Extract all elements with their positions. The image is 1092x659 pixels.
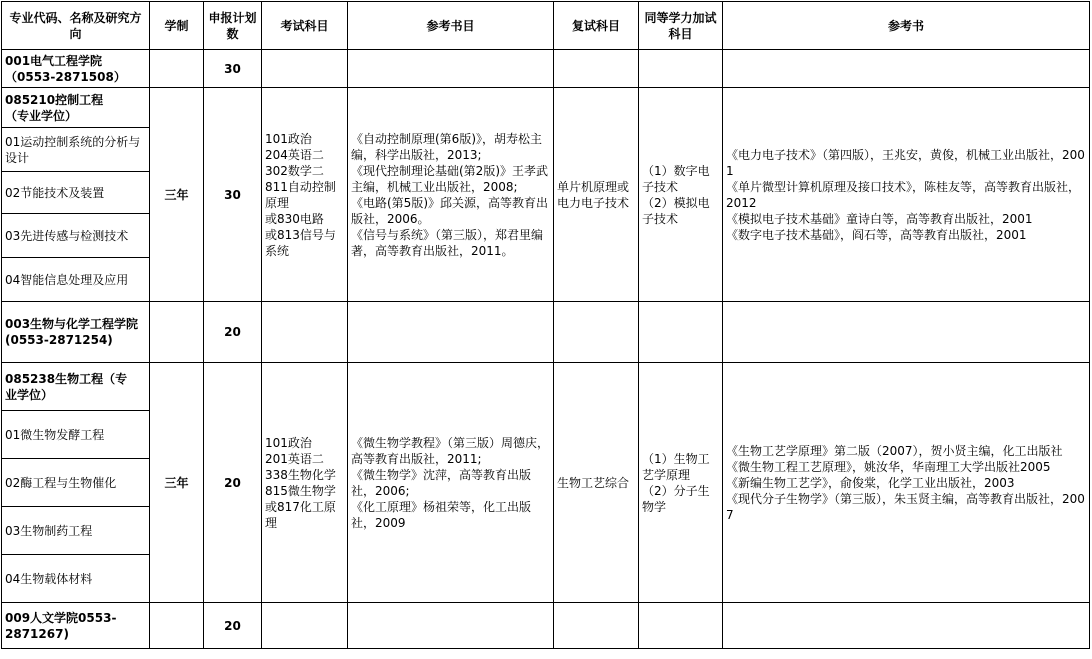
- school-quota: 20: [204, 302, 262, 363]
- header-exam-books: 参考书目: [348, 2, 554, 50]
- major-row: [2, 363, 1090, 411]
- retest-books: 《电力电子技术》（第四版），王兆安，黄俊，机械工业出版社，2001 《单片微型计算机原理及接口技术》，陈桂友等，高等教育出版社，2012 《模拟电子技术基础》童诗白等，高等教育出版社，2001 《数字电子技术基础》，阎石等，高等教育出版社，2001: [723, 88, 1090, 302]
- retest-books: 《生物工艺学原理》第二版（2007），贺小贤主编，化工出版社 《微生物工程工艺原理》，姚汝华，华南理工大学出版社2005 《新编生物工艺学》，俞俊棠，化学工业出版社，2003 《现代分子生物学》（第三版），朱玉贤主编，高等教育出版社，2007: [723, 363, 1090, 603]
- direction-item: 02酶工程与生物催化: [2, 459, 150, 507]
- header-extra-subjects: 同等学力加试科目: [639, 2, 723, 50]
- major-name: 085238生物工程（专 业学位）: [2, 363, 150, 411]
- exam-books: 《自动控制原理(第6版)》，胡寿松主编，科学出版社，2013; 《现代控制理论基础(第2版)》王孝武主编，机械工业出版社，2008; 《电路(第5版)》邱关源，高等教育出版社，2006。 《信号与系统》（第三版），郑君里编著，高等教育出版社，2011。: [348, 88, 554, 302]
- header-retest-subjects: 复试科目: [554, 2, 639, 50]
- header-retest-books: 参考书: [723, 2, 1090, 50]
- exam-subjects: 101政治 201英语二 338生物化学 815微生物学 或817化工原理: [262, 363, 348, 603]
- school-name: 009人文学院0553- 2871267): [2, 603, 150, 649]
- major-quota: 30: [204, 88, 262, 302]
- header-exam-subjects: 考试科目: [262, 2, 348, 50]
- direction-item: 01微生物发酵工程: [2, 411, 150, 459]
- enrollment-plan-table: [1, 1, 1090, 649]
- school-name: 003生物与化学工程学院 (0553-2871254): [2, 302, 150, 363]
- school-row: [2, 302, 1090, 363]
- major-name: 085210控制工程 （专业学位）: [2, 88, 150, 128]
- extra-subjects: （1）数字电子技术 （2）模拟电子技术: [639, 88, 723, 302]
- header-quota: 申报计划数: [204, 2, 262, 50]
- extra-subjects: （1）生物工艺学原理 （2）分子生物学: [639, 363, 723, 603]
- direction-item: 04智能信息处理及应用: [2, 258, 150, 302]
- school-name: 001电气工程学院 （0553-2871508）: [2, 50, 150, 88]
- school-row: [2, 50, 1090, 88]
- major-row: [2, 88, 1090, 128]
- direction-item: 01运动控制系统的分析与设计: [2, 128, 150, 172]
- direction-item: 02节能技术及装置: [2, 172, 150, 214]
- header-major: 专业代码、名称及研究方向: [2, 2, 150, 50]
- header-row: [2, 2, 1090, 50]
- school-row: [2, 603, 1090, 649]
- major-quota: 20: [204, 363, 262, 603]
- direction-item: 04生物载体材料: [2, 555, 150, 603]
- direction-item: 03先进传感与检测技术: [2, 214, 150, 258]
- exam-books: 《微生物学教程》（第三版）周德庆，高等教育出版社，2011; 《微生物学》沈萍，高等教育出版社，2006; 《化工原理》杨祖荣等，化工出版社，2009: [348, 363, 554, 603]
- major-duration: 三年: [150, 363, 204, 603]
- school-quota: 30: [204, 50, 262, 88]
- school-quota: 20: [204, 603, 262, 649]
- retest-subjects: 单片机原理或电力电子技术: [554, 88, 639, 302]
- retest-subjects: 生物工艺综合: [554, 363, 639, 603]
- direction-item: 03生物制药工程: [2, 507, 150, 555]
- header-duration: 学制: [150, 2, 204, 50]
- major-duration: 三年: [150, 88, 204, 302]
- exam-subjects: 101政治 204英语二 302数学二 811自动控制原理 或830电路 或813信号与系统: [262, 88, 348, 302]
